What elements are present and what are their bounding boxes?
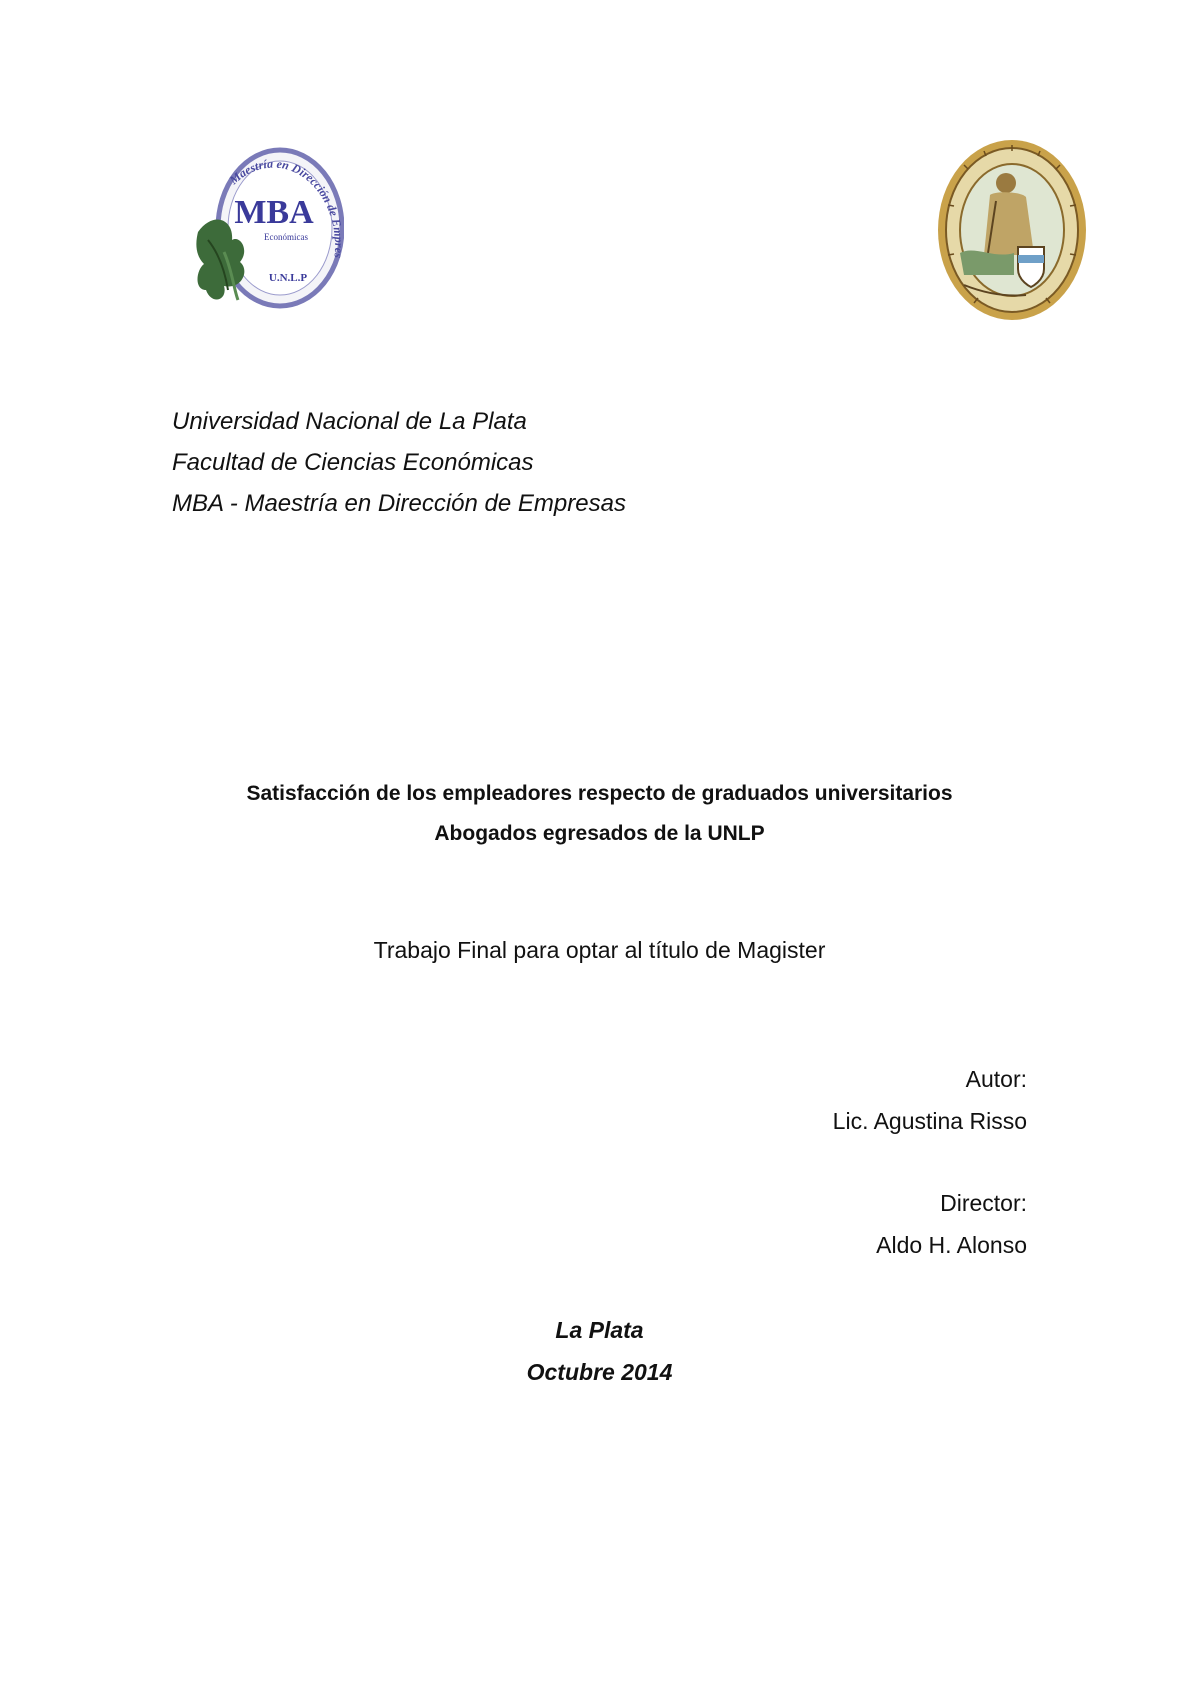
date: Octubre 2014 xyxy=(526,1359,673,1385)
unlp-seal-logo xyxy=(934,135,1090,325)
mba-logo-ring-text: Maestría en Dirección de E xyxy=(226,156,344,229)
mba-unlp-logo xyxy=(194,140,344,320)
program-name: MBA - Maestría en Dirección de Empresas xyxy=(172,490,626,517)
title-line-1: Satisfacción de los empleadores respecto de graduados universitarios xyxy=(246,782,953,805)
author-label: Autor: xyxy=(965,1066,1027,1092)
director-name: Aldo H. Alonso xyxy=(876,1232,1027,1258)
author-name: Lic. Agustina Risso xyxy=(832,1108,1027,1134)
mba-logo-unlp-text: U.N.L.P xyxy=(268,272,308,284)
title-line-2: Abogados egresados de la UNLP xyxy=(434,822,765,845)
mba-logo-subtext: Económicas xyxy=(264,232,308,242)
place-date-block xyxy=(0,1309,1191,1393)
mba-logo-graphic xyxy=(194,140,344,320)
university-name: Universidad Nacional de La Plata xyxy=(172,408,527,435)
place: La Plata xyxy=(555,1317,644,1343)
director-label: Director: xyxy=(940,1190,1027,1216)
thesis-title xyxy=(0,774,1191,854)
seal-graphic xyxy=(934,135,1090,325)
faculty-name: Facultad de Ciencias Económicas xyxy=(172,449,534,476)
thesis-subtitle: Trabajo Final para optar al título de Magister xyxy=(373,937,826,963)
mba-logo-letters: MBA xyxy=(234,194,314,231)
author-director-block xyxy=(833,1058,1027,1266)
institution-block xyxy=(172,401,626,524)
